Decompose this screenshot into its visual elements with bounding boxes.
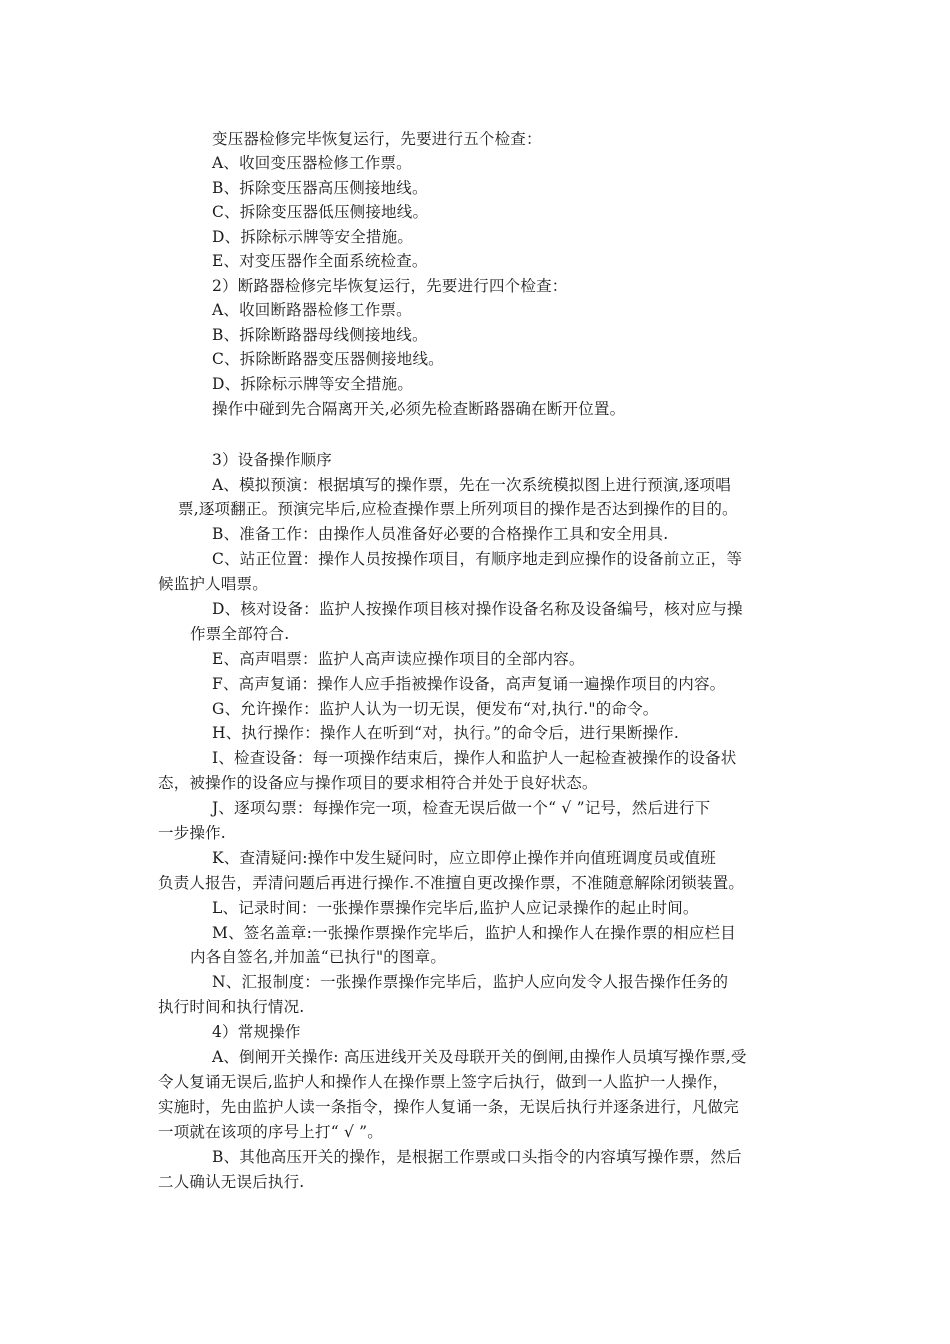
paragraph-line: C、站正位置：操作人员按操作项目，有顺序地走到应操作的设备前立正，等	[212, 550, 743, 568]
list-item: B、拆除断路器母线侧接地线。	[212, 326, 428, 344]
paragraph-line: 一项就在该项的序号上打“ √ ”。	[158, 1123, 383, 1141]
paragraph-line: I、检查设备：每一项操作结束后，操作人和监护人一起检查被操作的设备状	[212, 749, 737, 767]
paragraph-line: 二人确认无误后执行.	[158, 1173, 305, 1191]
paragraph-line: K、查清疑问:操作中发生疑问时，应立即停止操作并向值班调度员或值班	[212, 849, 716, 867]
paragraph-line: M、签名盖章:一张操作票操作完毕后，监护人和操作人在操作票的相应栏目	[212, 924, 736, 942]
paragraph-line: G、允许操作：监护人认为一切无误，便发布“对,执行."的命令。	[212, 700, 659, 718]
paragraph-line: B、准备工作：由操作人员准备好必要的合格操作工具和安全用具.	[212, 525, 669, 543]
paragraph-line: D、核对设备：监护人按操作项目核对操作设备名称及设备编号，核对应与操	[212, 600, 743, 618]
paragraph-line: A、模拟预演：根据填写的操作票，先在一次系统模拟图上进行预演,逐项唱	[212, 476, 731, 494]
paragraph-line: 实施时，先由监护人读一条指令，操作人复诵一条，无误后执行并逐条进行，凡做完	[158, 1098, 739, 1116]
list-item: D、拆除标示牌等安全措施。	[212, 228, 414, 246]
list-item: A、收回断路器检修工作票。	[212, 301, 412, 319]
paragraph-line: 候监护人唱票。	[158, 575, 268, 593]
breaker-check-heading: 2）断路器检修完毕恢复运行，先要进行四个检查：	[212, 277, 568, 295]
paragraph-line: N、汇报制度：一张操作票操作完毕后，监护人应向发令人报告操作任务的	[212, 973, 729, 991]
paragraph-line: B、其他高压开关的操作，是根据工作票或口头指令的内容填写操作票，然后	[212, 1148, 742, 1166]
paragraph-line: E、高声唱票：监护人高声读应操作项目的全部内容。	[212, 650, 585, 668]
list-item: B、拆除变压器高压侧接地线。	[212, 179, 428, 197]
list-item: C、拆除变压器低压侧接地线。	[212, 203, 429, 221]
list-item: A、收回变压器检修工作票。	[212, 154, 412, 172]
list-item: C、拆除断路器变压器侧接地线。	[212, 350, 444, 368]
paragraph-line: 令人复诵无误后,监护人和操作人在操作票上签字后执行，做到一人监护一人操作，	[158, 1073, 729, 1091]
paragraph-line: 内各自签名,并加盖“已执行"的图章。	[190, 948, 447, 966]
paragraph-line: 执行时间和执行情况.	[158, 998, 305, 1016]
paragraph-line: 负责人报告，弄清问题后再进行操作.不准擅自更改操作票，不准随意解除闭锁装置。	[158, 874, 745, 892]
paragraph-line: J、逐项勾票：每操作完一项，检查无误后做一个“ √ ”记号，然后进行下	[212, 799, 711, 817]
paragraph-line: 票,逐项翻正。预演完毕后,应检查操作票上所列项目的操作是否达到操作的目的。	[178, 500, 738, 518]
breaker-note: 操作中碰到先合隔离开关,必须先检查断路器确在断开位置。	[212, 400, 626, 418]
paragraph-line: F、高声复诵：操作人应手指被操作设备，高声复诵一遍操作项目的内容。	[212, 675, 726, 693]
paragraph-line: 态，被操作的设备应与操作项目的要求相符合并处于良好状态。	[158, 774, 598, 792]
list-item: E、对变压器作全面系统检查。	[212, 252, 428, 270]
paragraph-line: H、执行操作：操作人在听到“对，执行。”的命令后，进行果断操作.	[212, 724, 679, 742]
paragraph-line: 一步操作.	[158, 824, 226, 842]
transformer-check-heading: 变压器检修完毕恢复运行，先要进行五个检查：	[212, 130, 542, 148]
paragraph-line: 作票全部符合.	[190, 625, 290, 643]
paragraph-line: A、倒闸开关操作: 高压进线开关及母联开关的倒闸,由操作人员填写操作票,受	[212, 1048, 747, 1066]
routine-heading: 4）常规操作	[212, 1023, 301, 1041]
paragraph-line: L、记录时间：一张操作票操作完毕后,监护人应记录操作的起止时间。	[212, 899, 699, 917]
sequence-heading: 3）设备操作顺序	[212, 451, 332, 469]
list-item: D、拆除标示牌等安全措施。	[212, 375, 414, 393]
